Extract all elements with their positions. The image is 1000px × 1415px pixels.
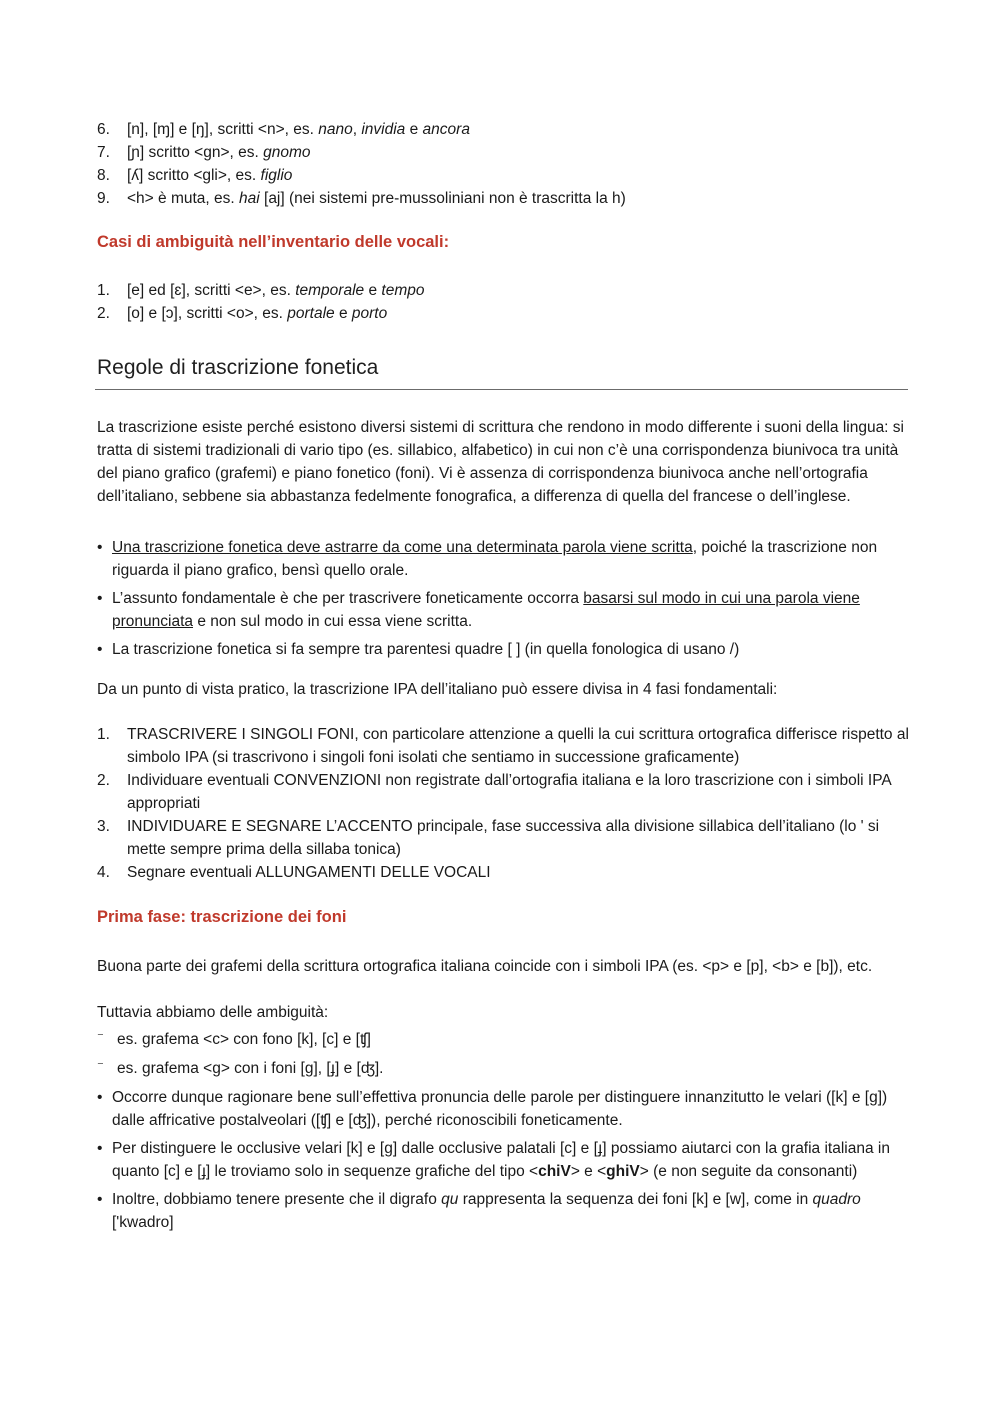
list-number: 2. [97, 772, 110, 789]
list-number: 3. [97, 818, 110, 835]
dash-marker-icon: ⁻ [97, 1029, 104, 1044]
list-item-text: TRASCRIVERE I SINGOLI FONI, con particolare attenzione a quelli la cui scrittura ortografica differisce rispetto al simbolo IPA (si trascrivono i singoli foni isolati che sentiamo in successione graficamente) [127, 726, 909, 766]
rules-bullet-item [97, 587, 909, 633]
consonant-list [97, 118, 909, 210]
list-item-text: Inoltre, dobbiamo tenere presente che il digrafo qu rappresenta la sequenza dei foni [k] e [w], come in quadro ['kwadro] [112, 1191, 861, 1231]
phase-list-item [97, 723, 909, 769]
consonant-list-item [97, 187, 909, 210]
list-number: 1. [97, 726, 110, 743]
rules-bullet-list [97, 536, 909, 661]
ambiguity-bullet-item [97, 1086, 909, 1132]
list-number: 7. [97, 144, 110, 161]
ambiguity-dash-item [97, 1057, 909, 1080]
list-item-text: es. grafema <g> con i foni [g], [ɟ] e [ʤ]. [117, 1060, 384, 1077]
list-item-text: L’assunto fondamentale è che per trascrivere foneticamente occorra basarsi sul modo in cui una parola viene pronunciata e non sul modo in cui essa viene scritta. [112, 590, 860, 630]
section-title: Regole di trascrizione fonetica [97, 356, 379, 379]
consonant-list-item [97, 141, 909, 164]
list-item-text: Segnare eventuali ALLUNGAMENTI DELLE VOCALI [127, 864, 491, 881]
rules-bullet-item [97, 536, 909, 582]
list-number: 2. [97, 305, 110, 322]
list-item-text: <h> è muta, es. hai [aj] (nei sistemi pre-mussoliniani non è trascritta la h) [127, 190, 626, 207]
phase1-heading: Prima fase: trascrizione dei foni [97, 908, 347, 926]
list-item-text: Occorre dunque ragionare bene sull’effettiva pronuncia delle parole per distinguere innanzitutto le velari ([k] e [g]) dalle affricative postalveolari ([ʧ] e [ʤ]), perché riconoscibili foneticamente. [112, 1089, 888, 1129]
consonant-list-item [97, 118, 909, 141]
vowel-ambiguity-list [97, 279, 909, 325]
phase-list-item [97, 861, 909, 884]
intro-paragraph: La trascrizione esiste perché esistono diversi sistemi di scrittura che rendono in modo differente i suoni della lingua: si tratta di sistemi tradizionali di vario tipo (es. sillabico, alfabetico) in cui non c’è una corrispondenza biunivoca tra unità del piano grafico (grafemi) e piano fonetico (foni). Vi è assenza di corrispondenza biunivoca anche nell’ortografia dell’italiano, sebbene sia abbastanza fedelmente fonografica, a differenza di quella del francese o dell’inglese. [97, 419, 904, 505]
ambiguity-bullet-item [97, 1188, 909, 1234]
bullet-marker-icon: • [97, 539, 103, 556]
bullet-marker-icon: • [97, 1140, 103, 1157]
rules-bullet-item [97, 638, 909, 661]
list-item-text: [n], [ɱ] e [ŋ], scritti <n>, es. nano, invidia e ancora [127, 121, 470, 138]
vowel-ambiguity-heading: Casi di ambiguità nell’inventario delle vocali: [97, 233, 450, 251]
list-item-text: Individuare eventuali CONVENZIONI non registrate dall’ortografia italiana e la loro trascrizione con i simboli IPA appropriati [127, 772, 891, 812]
bullet-marker-icon: • [97, 1191, 103, 1208]
section-divider [95, 389, 908, 390]
ambiguity-dash-item [97, 1028, 909, 1051]
consonant-list-item [97, 164, 909, 187]
list-item-text: [ʎ] scritto <gli>, es. figlio [127, 167, 293, 184]
list-item-text: Per distinguere le occlusive velari [k] e [g] dalle occlusive palatali [c] e [ɟ] possiamo aiutarci con la grafia italiana in quanto [c] e [ɟ] le troviamo solo in sequenze grafiche del tipo <chiV> e <ghiV> (e non seguite da consonanti) [112, 1140, 890, 1180]
ambiguity-dash-list [97, 1028, 909, 1080]
ambiguity-bullet-item [97, 1137, 909, 1183]
phase-list-item [97, 815, 909, 861]
phase-list-item [97, 769, 909, 815]
list-item-text: La trascrizione fonetica si fa sempre tra parentesi quadre [ ] (in quella fonologica di usano /) [112, 641, 740, 658]
phase1-paragraph: Buona parte dei grafemi della scrittura ortografica italiana coincide con i simboli IPA (es. <p> e [p], <b> e [b]), etc. [97, 958, 873, 975]
ambiguity-intro: Tuttavia abbiamo delle ambiguità: [97, 1004, 329, 1021]
bullet-marker-icon: • [97, 590, 103, 607]
vowel-list-item [97, 279, 909, 302]
list-item-text: INDIVIDUARE E SEGNARE L’ACCENTO principale, fase successiva alla divisione sillabica dell’italiano (lo ' si mette sempre prima della sillaba tonica) [127, 818, 880, 858]
list-number: 4. [97, 864, 110, 881]
bullet-marker-icon: • [97, 1089, 103, 1106]
phases-intro: Da un punto di vista pratico, la trascrizione IPA dell’italiano può essere divisa in 4 fasi fondamentali: [97, 681, 778, 698]
list-item-text: [e] ed [ɛ], scritti <e>, es. temporale e tempo [127, 282, 425, 299]
list-item-text: Una trascrizione fonetica deve astrarre da come una determinata parola viene scritta, poiché la trascrizione non riguarda il piano grafico, bensì quello orale. [112, 539, 878, 579]
list-number: 1. [97, 282, 110, 299]
document-page [97, 118, 909, 1239]
list-number: 8. [97, 167, 110, 184]
list-item-text: [o] e [ɔ], scritti <o>, es. portale e porto [127, 305, 388, 322]
dash-marker-icon: ⁻ [97, 1058, 104, 1073]
ambiguity-bullet-list [97, 1086, 909, 1234]
list-number: 9. [97, 190, 110, 207]
vowel-list-item [97, 302, 909, 325]
bullet-marker-icon: • [97, 641, 103, 658]
list-item-text: [ɲ] scritto <gn>, es. gnomo [127, 144, 311, 161]
list-number: 6. [97, 121, 110, 138]
phases-list [97, 723, 909, 884]
list-item-text: es. grafema <c> con fono [k], [c] e [ʧ] [117, 1031, 371, 1048]
